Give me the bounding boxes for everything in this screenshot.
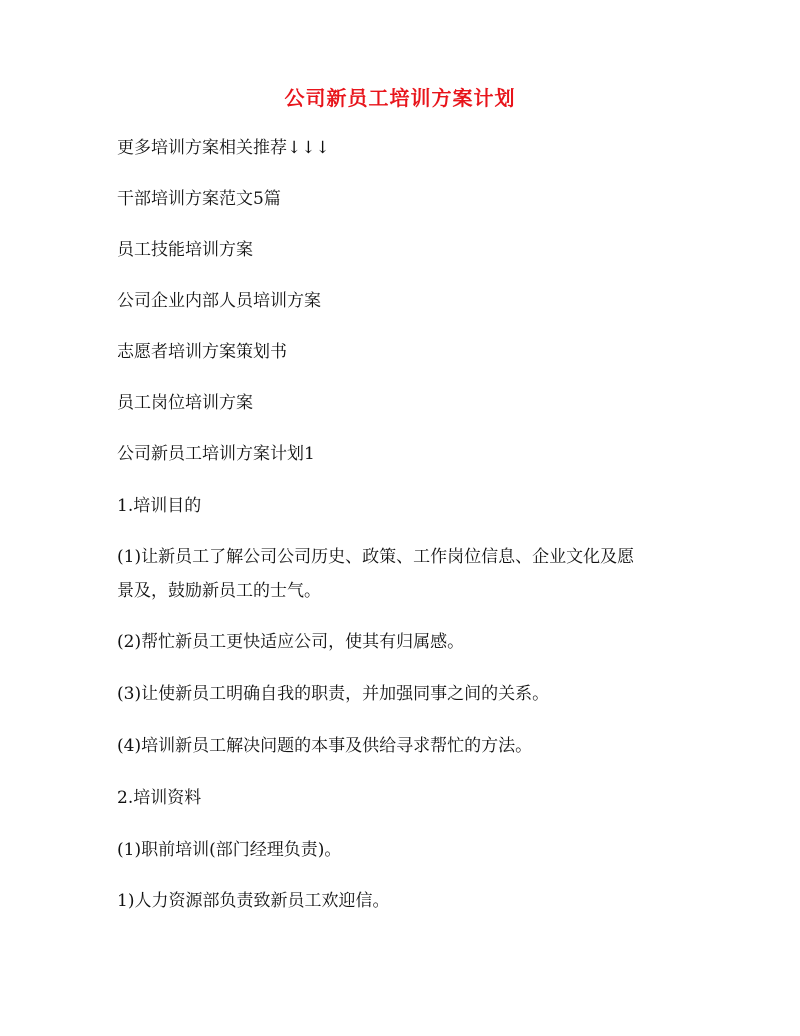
recommend-link-1[interactable]: 干部培训方案范文5篇 bbox=[117, 189, 281, 209]
paragraph-purpose-1 bbox=[117, 540, 687, 608]
paragraph-purpose-3: (3)让使新员工明确自我的职责，并加强同事之间的关系。 bbox=[117, 684, 550, 704]
subheading-materials: 2.培训资料 bbox=[117, 788, 202, 808]
paragraph-line: 景及，鼓励新员工的士气。 bbox=[117, 581, 321, 601]
paragraph-materials-1: (1)职前培训(部门经理负责)。 bbox=[117, 840, 342, 860]
subheading-purpose: 1.培训目的 bbox=[117, 496, 202, 516]
paragraph-purpose-4: (4)培训新员工解决问题的本事及供给寻求帮忙的方法。 bbox=[117, 736, 533, 756]
paragraph-materials-2: 1)人力资源部负责致新员工欢迎信。 bbox=[117, 891, 390, 911]
paragraph-line: (1)让新员工了解公司公司历史、政策、工作岗位信息、企业文化及愿 bbox=[117, 547, 635, 567]
section-heading: 公司新员工培训方案计划1 bbox=[117, 444, 315, 464]
document-title: 公司新员工培训方案计划 bbox=[284, 86, 516, 110]
paragraph-purpose-2: (2)帮忙新员工更快适应公司，使其有归属感。 bbox=[117, 632, 465, 652]
recommend-link-4[interactable]: 志愿者培训方案策划书 bbox=[117, 342, 287, 362]
recommend-heading: 更多培训方案相关推荐↓↓↓ bbox=[117, 138, 330, 158]
recommend-link-2[interactable]: 员工技能培训方案 bbox=[117, 240, 253, 260]
recommend-link-5[interactable]: 员工岗位培训方案 bbox=[117, 393, 253, 413]
recommend-link-3[interactable]: 公司企业内部人员培训方案 bbox=[117, 291, 321, 311]
